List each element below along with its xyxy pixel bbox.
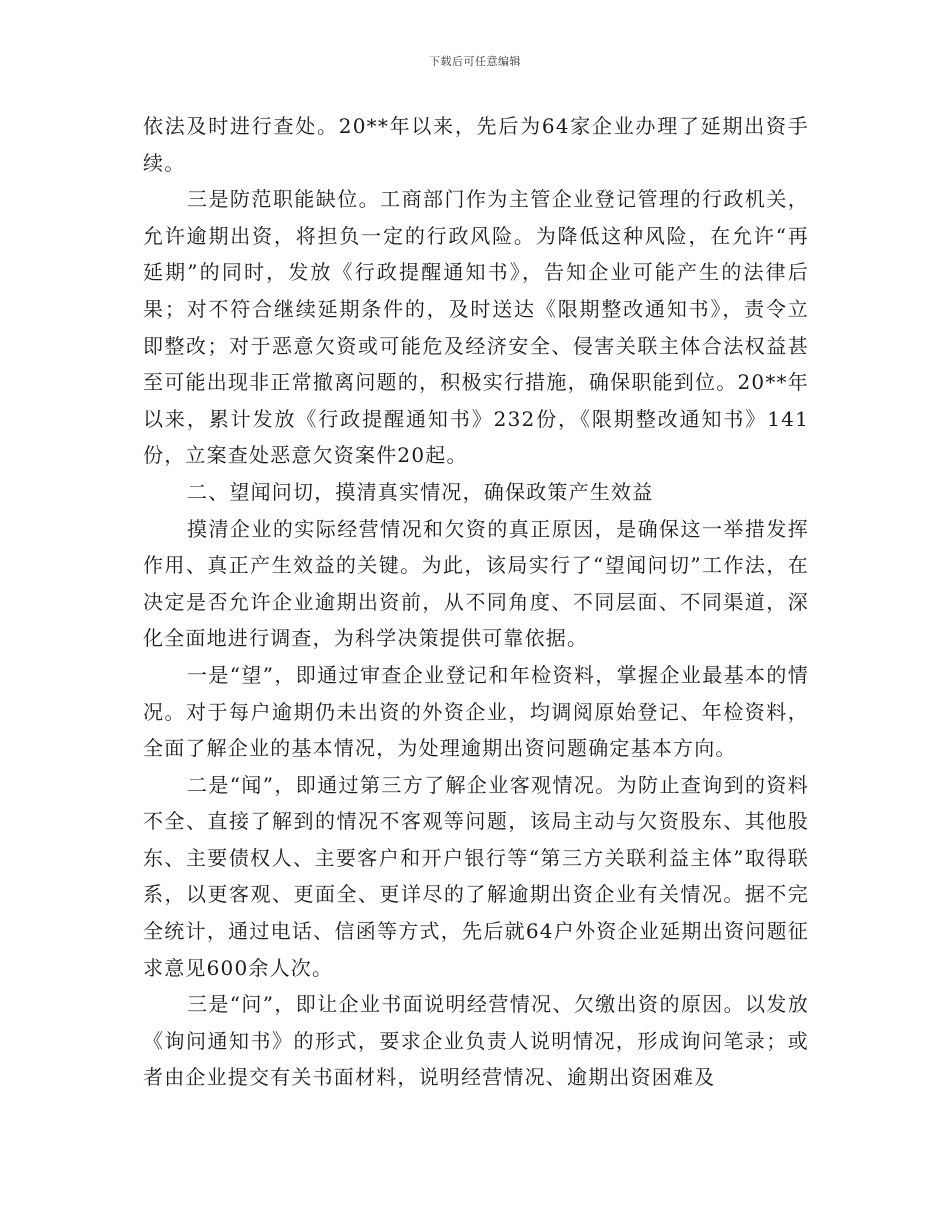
paragraph-continuation: 依法及时进行查处。20**年以来，先后为64家企业办理了延期出资手续。 (143, 114, 809, 175)
paragraph-wen: 二是“闻”，即通过第三方了解企业客观情况。为防止查询到的资料不全、直接了解到的情况不客观等问题，该局主动与欠资股东、其他股东、主要债权人、主要客户和开户银行等“第三方关联利益主体”取得联系，以更客观、更面全、更详尽的了解逾期出资企业有关情况。据不完全统计，通过电话、信函等方式，先后就64户外资企业延期出资问题征求意见600余人次。 (143, 772, 809, 980)
paragraph-intro: 摸清企业的实际经营情况和欠资的真正原因，是确保这一举措发挥作用、真正产生效益的关键。为此，该局实行了“望闻问切”工作法，在决定是否允许企业逾期出资前，从不同角度、不同层面、不同渠道，深化全面地进行调查，为科学决策提供可靠依据。 (143, 516, 809, 651)
section-heading: 二、望闻问切，摸清真实情况，确保政策产生效益 (187, 479, 654, 504)
document-body (143, 108, 809, 1096)
page-header: 下载后可任意编辑 (429, 55, 521, 68)
paragraph-ask: 三是“问”，即让企业书面说明经营情况、欠缴出资的原因。以发放《询问通知书》的形式，要求企业负责人说明情况，形成询问笔录；或者由企业提交有关书面材料，说明经营情况、逾期出资困难及 (143, 992, 809, 1090)
paragraph-prevention: 三是防范职能缺位。工商部门作为主管企业登记管理的行政机关，允许逾期出资，将担负一定的行政风险。为降低这种风险，在允许“再延期”的同时，发放《行政提醒通知书》，告知企业可能产生的法律后果；对不符合继续延期条件的，及时送达《限期整改通知书》，责令立即整改；对于恶意欠资或可能危及经济安全、侵害关联主体合法权益甚至可能出现非正常撤离问题的，积极实行措施，确保职能到位。20**年以来，累计发放《行政提醒通知书》232份，《限期整改通知书》141份，立案查处恶意欠资案件20起。 (143, 187, 809, 468)
paragraph-wang: 一是“望”，即通过审查企业登记和年检资料，掌握企业最基本的情况。对于每户逾期仍未出资的外资企业，均调阅原始登记、年检资料，全面了解企业的基本情况，为处理逾期出资问题确定基本方向。 (143, 662, 809, 761)
